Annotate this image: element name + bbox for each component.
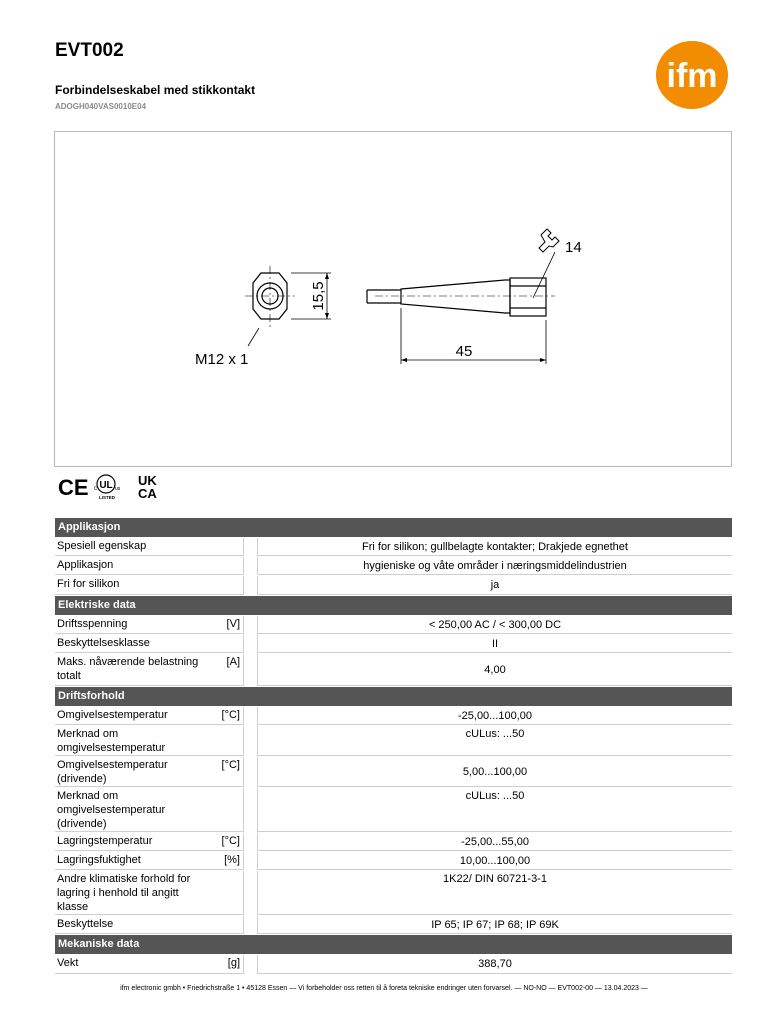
section-header-mekaniske-data: Mekaniske data xyxy=(55,935,732,954)
spec-row xyxy=(55,654,732,686)
spec-label: Omgivelsestemperatur (drivende) xyxy=(57,759,168,785)
spec-value: IP 65; IP 67; IP 68; IP 69K xyxy=(257,916,732,934)
svg-text:14: 14 xyxy=(565,239,582,256)
spec-value: Fri for silikon; gullbelagte kontakter; Drakjede egnethet xyxy=(257,538,732,556)
spec-row xyxy=(55,757,732,787)
article-code: ADOGH040VAS0010E04 xyxy=(55,102,147,111)
certification-marks xyxy=(58,471,170,503)
svg-text:UL: UL xyxy=(99,480,113,491)
spec-label: Lagringsfuktighet xyxy=(57,854,141,866)
spec-unit xyxy=(209,635,243,652)
spec-row xyxy=(55,557,732,575)
spec-row xyxy=(55,852,732,870)
page-footer: ifm electronic gmbh • Friedrichstraße 1 • 45128 Essen — Vi forbeholder oss retten til å foreta tekniske endringer uten forvarsel. — NO-NO — EVT002-00 — 13.04.2023 — xyxy=(120,985,648,992)
spec-unit: [°C] xyxy=(221,709,240,721)
spec-label: Spesiell egenskap xyxy=(57,540,147,552)
spec-label: Applikasjon xyxy=(57,559,114,571)
spec-row xyxy=(55,788,732,832)
spec-value: 10,00...100,00 xyxy=(257,852,732,870)
svg-text:us: us xyxy=(115,486,121,492)
spec-label: Andre klimatiske forhold for lagring i henhold til angitt klasse xyxy=(57,873,191,913)
spec-row xyxy=(55,726,732,756)
svg-text:UK: UK xyxy=(138,473,157,488)
spec-unit xyxy=(209,916,243,933)
spec-value: cULus: ...50 xyxy=(257,788,732,832)
spec-row xyxy=(55,538,732,556)
spec-value: 4,00 xyxy=(257,654,732,686)
spec-value: -25,00...100,00 xyxy=(257,707,732,725)
spec-label: Fri for silikon xyxy=(57,578,120,590)
spec-label: Lagringstemperatur xyxy=(57,835,153,847)
spec-unit xyxy=(209,871,243,914)
svg-text:M12 x 1: M12 x 1 xyxy=(195,351,249,368)
spec-row xyxy=(55,871,732,915)
spec-value: 5,00...100,00 xyxy=(257,757,732,787)
section-header-driftsforhold: Driftsforhold xyxy=(55,687,732,706)
spec-row xyxy=(55,707,732,725)
svg-text:CE: CE xyxy=(58,475,89,500)
section-header-applikasjon: Applikasjon xyxy=(55,518,732,537)
dimension-drawing xyxy=(54,131,732,467)
spec-value: < 250,00 AC / < 300,00 DC xyxy=(257,616,732,634)
spec-label: Omgivelsestemperatur xyxy=(57,709,168,721)
spec-value: hygieniske og våte områder i næringsmiddelindustrien xyxy=(257,557,732,575)
ifm-logo xyxy=(655,40,729,110)
product-title: EVT002 xyxy=(55,40,124,61)
spec-unit: [%] xyxy=(224,854,240,866)
svg-text:45: 45 xyxy=(455,343,473,360)
spec-unit: [°C] xyxy=(221,835,240,847)
spec-unit: [g] xyxy=(227,957,240,969)
spec-value: ja xyxy=(257,576,732,595)
spec-value: cULus: ...50 xyxy=(257,726,732,756)
spec-unit xyxy=(209,557,243,574)
spec-row xyxy=(55,833,732,851)
spec-label: Beskyttelsesklasse xyxy=(57,637,150,649)
spec-row xyxy=(55,916,732,934)
spec-value: II xyxy=(257,635,732,653)
spec-label: Vekt xyxy=(57,957,79,969)
svg-text:c: c xyxy=(94,486,97,492)
specification-table xyxy=(55,518,732,975)
spec-label: Driftsspenning xyxy=(57,618,128,630)
spec-unit xyxy=(209,576,243,594)
spec-row xyxy=(55,955,732,974)
spec-unit xyxy=(209,788,243,831)
svg-text:ifm: ifm xyxy=(666,57,718,95)
spec-row xyxy=(55,635,732,653)
spec-value: -25,00...55,00 xyxy=(257,833,732,851)
svg-text:CA: CA xyxy=(138,486,157,501)
svg-text:15,5: 15,5 xyxy=(310,281,327,311)
spec-unit xyxy=(209,538,243,555)
spec-value: 388,70 xyxy=(257,955,732,974)
spec-row xyxy=(55,576,732,595)
spec-row xyxy=(55,616,732,634)
spec-value: 1K22/ DIN 60721-3-1 xyxy=(257,871,732,915)
spec-label: Merknad om omgivelsestemperatur xyxy=(57,728,166,754)
spec-unit: [°C] xyxy=(221,759,240,771)
svg-text:LISTED: LISTED xyxy=(99,495,116,500)
spec-unit: [V] xyxy=(226,618,240,630)
spec-label: Beskyttelse xyxy=(57,918,114,930)
product-subtitle: Forbindelseskabel med stikkontakt xyxy=(55,83,256,97)
section-header-elektriske-data: Elektriske data xyxy=(55,596,732,615)
spec-label: Maks. nåværende belastning totalt xyxy=(57,656,199,682)
spec-unit xyxy=(209,726,243,755)
spec-unit: [A] xyxy=(226,656,240,668)
spec-label: Merknad om omgivelsestemperatur (drivende) xyxy=(57,790,166,830)
